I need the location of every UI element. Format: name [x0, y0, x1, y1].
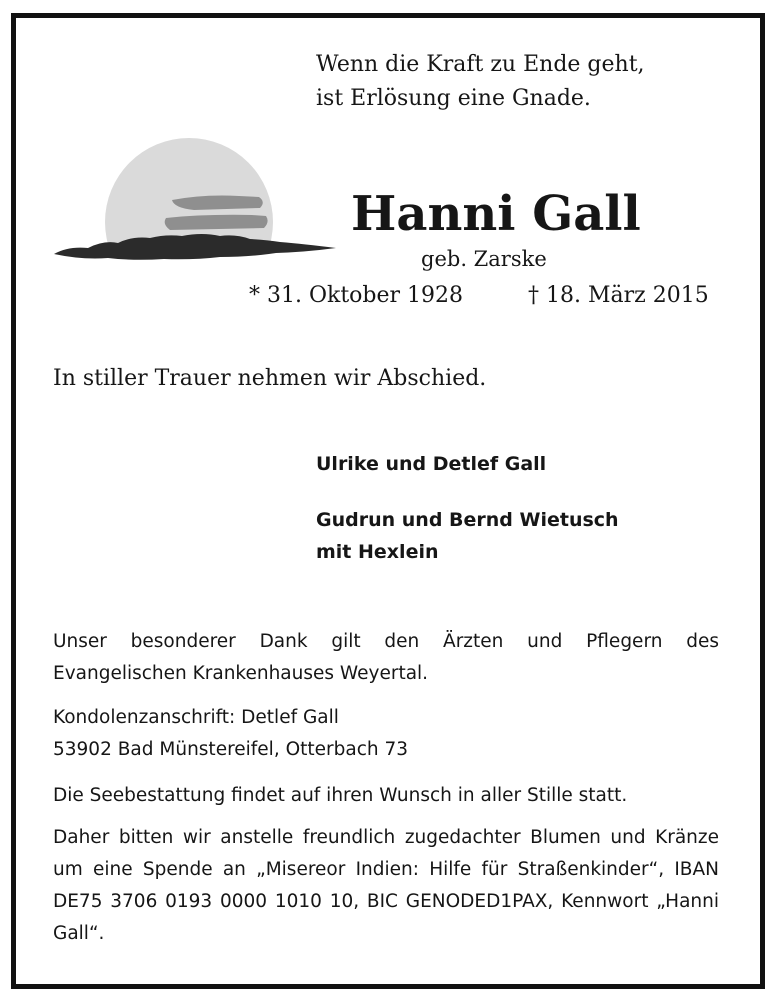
maiden-name: geb. Zarske	[421, 247, 547, 271]
deceased-name: Hanni Gall	[351, 186, 641, 242]
donation-request: Daher bitten wir anstelle freundlich zugedachter Blumen und Kränze um eine Spende an „Misereor Indien: Hilfe für Straßenkinder“, IBAN DE75 3706 0193 0000 1010 10, BIC GENODED1PAX, Kennwort „Hanni Gall“.	[53, 827, 719, 944]
mourner-family-1-line: Ulrike und Detlef Gall	[316, 453, 547, 475]
thanks-text	[53, 626, 719, 690]
farewell-text: In stiller Trauer nehmen wir Abschied.	[53, 366, 487, 391]
quote-line-2: ist Erlösung eine Gnade.	[316, 86, 591, 111]
mourner-family-1	[316, 448, 546, 480]
address-line-1: Kondolenzanschrift: Detlef Gall	[53, 707, 339, 728]
condolence-address	[53, 702, 719, 766]
death-date: † 18. März 2015	[528, 283, 709, 308]
burial-notice: Die Seebestattung findet auf ihren Wunsch in aller Stille statt.	[53, 785, 628, 806]
thanks-line-2: Evangelischen Krankenhauses Weyertal.	[53, 663, 429, 684]
quote	[316, 48, 645, 116]
obituary-frame	[11, 13, 765, 989]
quote-line-1: Wenn die Kraft zu Ende geht,	[316, 52, 645, 77]
mourner-family-2	[316, 504, 619, 568]
mourner-family-2-line-1: Gudrun und Bernd Wietusch	[316, 509, 619, 531]
address-line-2: 53902 Bad Münstereifel, Otterbach 73	[53, 739, 409, 760]
thanks-line-1: Unser besonderer Dank gilt den Ärzten und Pflegern des	[53, 631, 719, 652]
mourner-family-2-line-2: mit Hexlein	[316, 541, 439, 563]
birth-date: * 31. Oktober 1928	[249, 283, 464, 308]
sunset-over-water-icon	[54, 136, 344, 266]
